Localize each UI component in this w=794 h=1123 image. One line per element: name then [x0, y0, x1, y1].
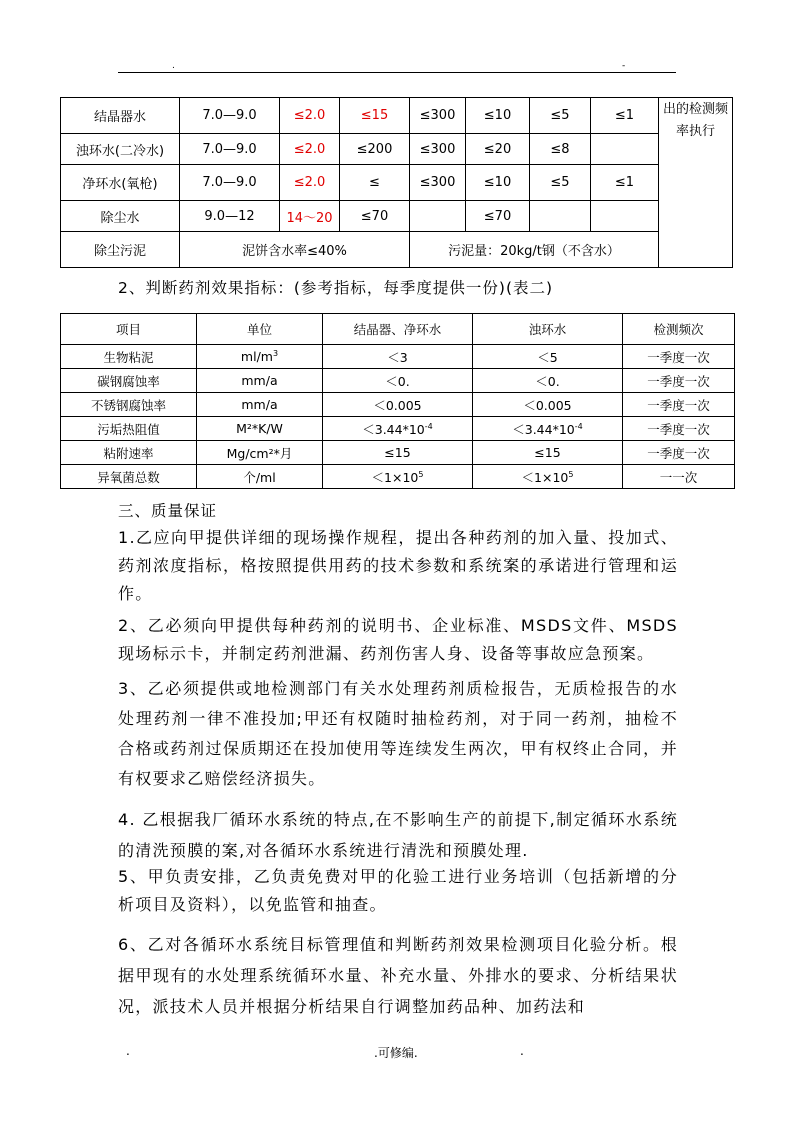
effect-indicator-table — [60, 313, 735, 489]
footer-text: .可修编. — [374, 1046, 418, 1060]
value-cell: ≤15 — [473, 441, 623, 465]
table-row — [61, 232, 733, 268]
column-header: 单位 — [197, 314, 323, 345]
frequency-note: 出的检测频率执行 — [659, 98, 733, 268]
ph-cell: 9.0—12 — [180, 201, 280, 232]
value-cell: ≤8 — [530, 134, 591, 165]
table-row — [61, 465, 735, 489]
row-name: 除尘水 — [61, 201, 180, 232]
table-row — [61, 441, 735, 465]
value-cell: ≤200 — [340, 134, 410, 165]
value-cell: ≤2.0 — [280, 98, 340, 134]
frequency-cell: 一季度一次 — [623, 393, 735, 417]
value-cell: ≤5 — [530, 165, 591, 201]
value-cell: ≤20 — [466, 134, 530, 165]
value-cell: ≤2.0 — [280, 134, 340, 165]
ph-cell: 7.0—9.0 — [180, 165, 280, 201]
table-row — [61, 165, 733, 201]
row-name: 浊环水(二冷水) — [61, 134, 180, 165]
value-cell: ≤2.0 — [280, 165, 340, 201]
frequency-cell: 一一次 — [623, 465, 735, 489]
frequency-cell: 一季度一次 — [623, 417, 735, 441]
unit-cell: $ml/m^3$ — [197, 345, 323, 369]
value-cell: ＜0.005 — [323, 393, 473, 417]
paragraph-4: 4. 乙根据我厂循环水系统的特点,在不影响生产的前提下,制定循环水系统的清洗预膜的案,对各循环水系统进行清洗和预膜处理. — [118, 810, 678, 860]
value-cell: ＜0. — [473, 369, 623, 393]
value-cell: ＜0. — [323, 369, 473, 393]
row-name: 结晶器水 — [61, 98, 180, 134]
table-row — [61, 369, 735, 393]
value-cell: ≤ — [340, 165, 410, 201]
value-cell: ≤1 — [591, 165, 659, 201]
table-row — [61, 134, 733, 165]
water-quality-table — [60, 97, 733, 268]
frequency-cell: 一季度一次 — [623, 369, 735, 393]
value-cell: $<3.44*10^{-4}$ — [473, 417, 623, 441]
value-cell: $<1\times 10^5$ — [473, 465, 623, 489]
column-header: 浊环水 — [473, 314, 623, 345]
paragraph-5: 5、甲负责安排，乙负责免费对甲的化验工进行业务培训（包括新增的分析项目及资料），以免监管和抽查。 — [118, 867, 678, 914]
value-cell: ＜5 — [473, 345, 623, 369]
ph-cell: 7.0—9.0 — [180, 134, 280, 165]
paragraph-1: 1.乙应向甲提供详细的现场操作规程，提出各种药剂的加入量、投加式、药剂浓度指标，格按照提供用药的技术参数和系统案的承诺进行管理和运作。 — [118, 528, 678, 603]
section-title: 三、质量保证 — [118, 502, 218, 520]
table-row — [61, 417, 735, 441]
ph-cell: 7.0—9.0 — [180, 98, 280, 134]
item-cell: 生物粘泥 — [61, 345, 197, 369]
item-cell: 粘附速率 — [61, 441, 197, 465]
item-cell: 异氧菌总数 — [61, 465, 197, 489]
unit-cell: 个/ml — [197, 465, 323, 489]
unit-cell: mm/a — [197, 369, 323, 393]
column-header: 项目 — [61, 314, 197, 345]
sludge-amount: 污泥量：20kg/t钢（不含水） — [410, 232, 659, 268]
unit-cell: mm/a — [197, 393, 323, 417]
value-cell: ≤15 — [323, 441, 473, 465]
value-cell: ≤5 — [530, 98, 591, 134]
value-cell: ≤70 — [466, 201, 530, 232]
value-cell: ≤10 — [466, 165, 530, 201]
table-row — [61, 201, 733, 232]
footer-mark-right: . — [520, 1044, 524, 1058]
item-cell: 不锈钢腐蚀率 — [61, 393, 197, 417]
sludge-moisture: 泥饼含水率≤40% — [180, 232, 410, 268]
value-cell: ≤10 — [466, 98, 530, 134]
unit-cell: M²*K/W — [197, 417, 323, 441]
value-cell: $<3.44*10^{-4}$ — [323, 417, 473, 441]
column-header: 检测频次 — [623, 314, 735, 345]
value-cell: ≤300 — [410, 98, 466, 134]
value-cell: ≤300 — [410, 165, 466, 201]
table-row — [61, 345, 735, 369]
value-cell: ≤300 — [410, 134, 466, 165]
value-cell — [410, 201, 466, 232]
row-name: 净环水(氧枪) — [61, 165, 180, 201]
table-header-row — [61, 314, 735, 345]
value-cell: ≤1 — [591, 98, 659, 134]
paragraph-3: 3、乙必须提供或地检测部门有关水处理药剂质检报告，无质检报告的水处理药剂一律不准投加;甲还有权随时抽检药剂，对于同一药剂，抽检不合格或药剂过保质期还在投加使用等连续发生两次，甲有权终止合同，并有权要求乙赔偿经济损失。 — [118, 679, 678, 788]
value-cell: ＜0.005 — [473, 393, 623, 417]
header-mark-right: - — [622, 61, 626, 71]
unit-cell: Mg/cm²*月 — [197, 441, 323, 465]
value-cell: ≤70 — [340, 201, 410, 232]
value-cell: ≤15 — [340, 98, 410, 134]
item-cell: 碳钢腐蚀率 — [61, 369, 197, 393]
value-cell: 14～20 — [280, 201, 340, 232]
table-row — [61, 393, 735, 417]
header-mark-left: . — [172, 61, 175, 71]
value-cell — [530, 201, 591, 232]
value-cell: $<1\times 10^5$ — [323, 465, 473, 489]
value-cell — [591, 134, 659, 165]
column-header: 结晶器、净环水 — [323, 314, 473, 345]
frequency-cell: 一季度一次 — [623, 345, 735, 369]
header-rule — [118, 72, 676, 73]
paragraph-6: 6、乙对各循环水系统目标管理值和判断药剂效果检测项目化验分析。根据甲现有的水处理系统循环水量、补充水量、外排水的要求、分析结果状况，派技术人员并根据分析结果自行调整加药品种、加药法和 — [118, 935, 678, 1016]
paragraph-2: 2、乙必须向甲提供每种药剂的说明书、企业标准、MSDS文件、MSDS现场标示卡，并制定药剂泄漏、药剂伤害人身、设备等事故应急预案。 — [118, 616, 678, 663]
value-cell: ＜3 — [323, 345, 473, 369]
frequency-cell: 一季度一次 — [623, 441, 735, 465]
row-name: 除尘污泥 — [61, 232, 180, 268]
value-cell — [591, 201, 659, 232]
table-row — [61, 98, 733, 134]
table2-caption: 2、判断药剂效果指标：(参考指标，每季度提供一份)(表二) — [118, 279, 554, 297]
footer-mark-left: . — [126, 1044, 130, 1058]
item-cell: 污垢热阻值 — [61, 417, 197, 441]
